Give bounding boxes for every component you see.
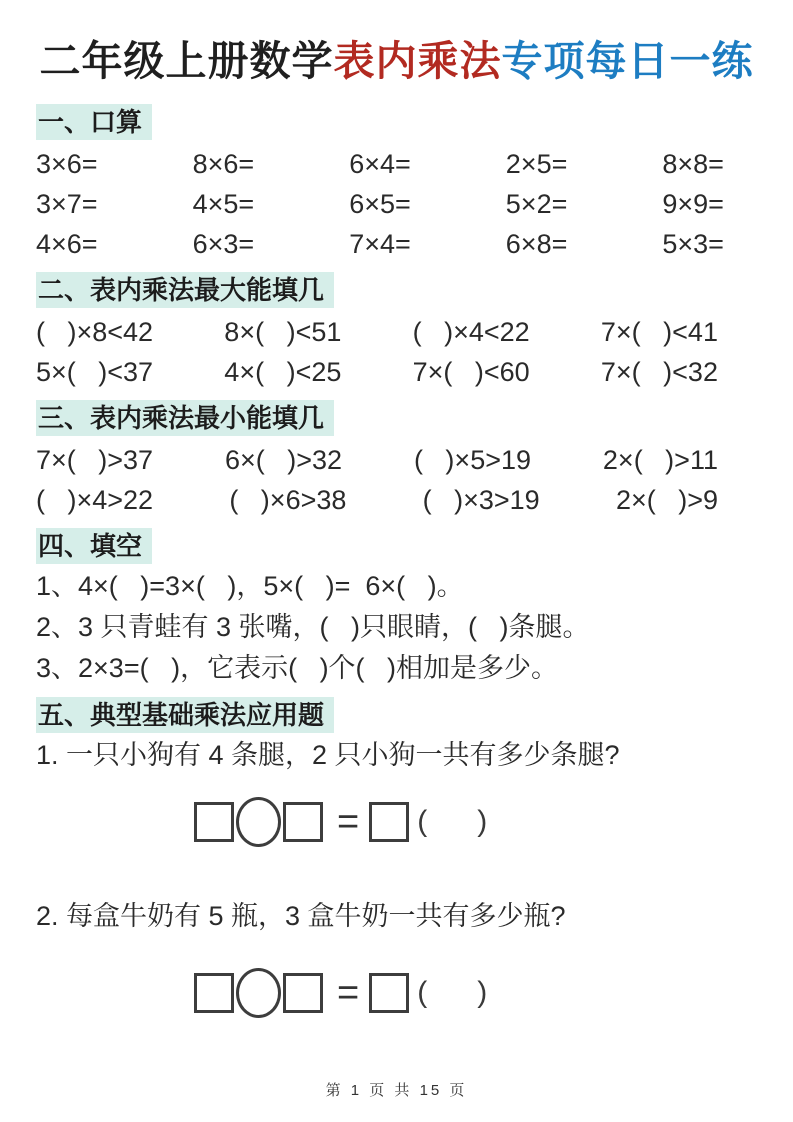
problem-cell: ( )×4<22	[412, 317, 530, 347]
section-blanks-heading-row	[36, 528, 757, 564]
title-grade-part: 二年级上册数学	[39, 38, 334, 84]
fill-item-2: 2、3 只青蛙有 3 张嘴，( )只眼睛，( )条腿。	[36, 612, 590, 642]
problem-cell: 4×( )<25	[224, 357, 342, 387]
answer-box	[283, 973, 323, 1013]
problem-cell: 2×5=	[505, 149, 568, 179]
problem-cell: 3×6=	[36, 149, 98, 179]
section-max-fill-heading-row	[36, 272, 757, 308]
problem-cell: 6×( )>32	[224, 445, 343, 475]
result-box	[369, 973, 409, 1013]
section-word-problems-heading: 五、典型基础乘法应用题	[36, 697, 334, 733]
problem-cell: 3×7=	[36, 189, 98, 219]
oral-row-1	[36, 144, 724, 184]
section-max-fill-body	[36, 312, 757, 392]
problem-cell: 2×( )>9	[615, 485, 718, 515]
unit-parens: ( )	[417, 976, 488, 1009]
section-min-fill-heading-row	[36, 400, 757, 436]
section-word-problems-heading-row	[36, 697, 757, 733]
oral-row-3	[36, 224, 724, 264]
operator-circle	[236, 968, 281, 1018]
problem-cell: 6×4=	[349, 149, 411, 179]
section-blanks-heading: 四、填空	[36, 528, 152, 564]
problem-cell: ( )×6>38	[229, 485, 347, 515]
problem-cell: ( )×5>19	[413, 445, 532, 475]
problem-cell: ( )×8<42	[36, 317, 154, 347]
problem-cell: 8×8=	[662, 149, 724, 179]
title-series-part: 专项每日一练	[501, 38, 754, 84]
min-fill-row-1	[36, 440, 718, 480]
problem-cell: 4×5=	[192, 189, 255, 219]
page-title	[36, 0, 757, 86]
problem-cell: 5×2=	[505, 189, 568, 219]
problem-cell: 7×( )<32	[600, 357, 718, 387]
problem-cell: 8×( )<51	[224, 317, 342, 347]
oral-row-2	[36, 184, 724, 224]
max-fill-row-2	[36, 352, 718, 392]
section-min-fill-body	[36, 440, 757, 520]
problem-cell: 9×9=	[662, 189, 724, 219]
problem-cell: 7×( )>37	[36, 445, 154, 475]
min-fill-row-2	[36, 480, 718, 520]
section-min-fill-heading: 三、表内乘法最小能填几	[36, 400, 334, 436]
result-box	[369, 802, 409, 842]
section-oral-calc-heading-row	[36, 104, 757, 140]
unit-parens: ( )	[417, 805, 488, 838]
section-blanks-body	[36, 566, 757, 689]
section-max-fill-heading: 二、表内乘法最大能填几	[36, 272, 334, 308]
problem-cell: ( )×4>22	[36, 485, 154, 515]
section-oral-calc-body	[36, 144, 757, 264]
fill-item-3: 3、2×3=( )，它表示( )个( )相加是多少。	[36, 653, 559, 683]
title-topic-part: 表内乘法	[333, 38, 502, 84]
equals-sign: =	[337, 801, 360, 843]
answer-box	[283, 802, 323, 842]
equation-answer-area-2	[194, 965, 757, 1021]
problem-cell: 5×3=	[662, 229, 724, 259]
problem-cell: 6×3=	[192, 229, 255, 259]
problem-cell: 5×( )<37	[36, 357, 154, 387]
problem-cell: 7×( )<41	[600, 317, 718, 347]
answer-box	[194, 973, 234, 1013]
page-number: 第 1 页 共 15 页	[325, 1082, 468, 1099]
word-problem-2: 2. 每盒牛奶有 5 瓶，3 盒牛奶一共有多少瓶?	[36, 901, 566, 931]
problem-cell: 4×6=	[36, 229, 98, 259]
problem-cell: 2×( )>11	[602, 445, 718, 475]
equation-answer-area-1	[194, 794, 757, 850]
problem-cell: 7×4=	[349, 229, 411, 259]
problem-cell: ( )×3>19	[422, 485, 540, 515]
problem-cell: 8×6=	[192, 149, 255, 179]
problem-cell: 7×( )<60	[412, 357, 530, 387]
equals-sign: =	[337, 972, 360, 1014]
problem-cell: 6×5=	[349, 189, 411, 219]
answer-box	[194, 802, 234, 842]
section-oral-calc-heading: 一、口算	[36, 104, 152, 140]
max-fill-row-1	[36, 312, 718, 352]
problem-cell: 6×8=	[505, 229, 568, 259]
operator-circle	[236, 797, 281, 847]
word-problem-1: 1. 一只小狗有 4 条腿，2 只小狗一共有多少条腿?	[36, 740, 620, 770]
section-word-problems-body	[36, 735, 757, 1021]
fill-item-1: 1、4×( )=3×( )，5×( )= 6×( )。	[36, 571, 464, 601]
